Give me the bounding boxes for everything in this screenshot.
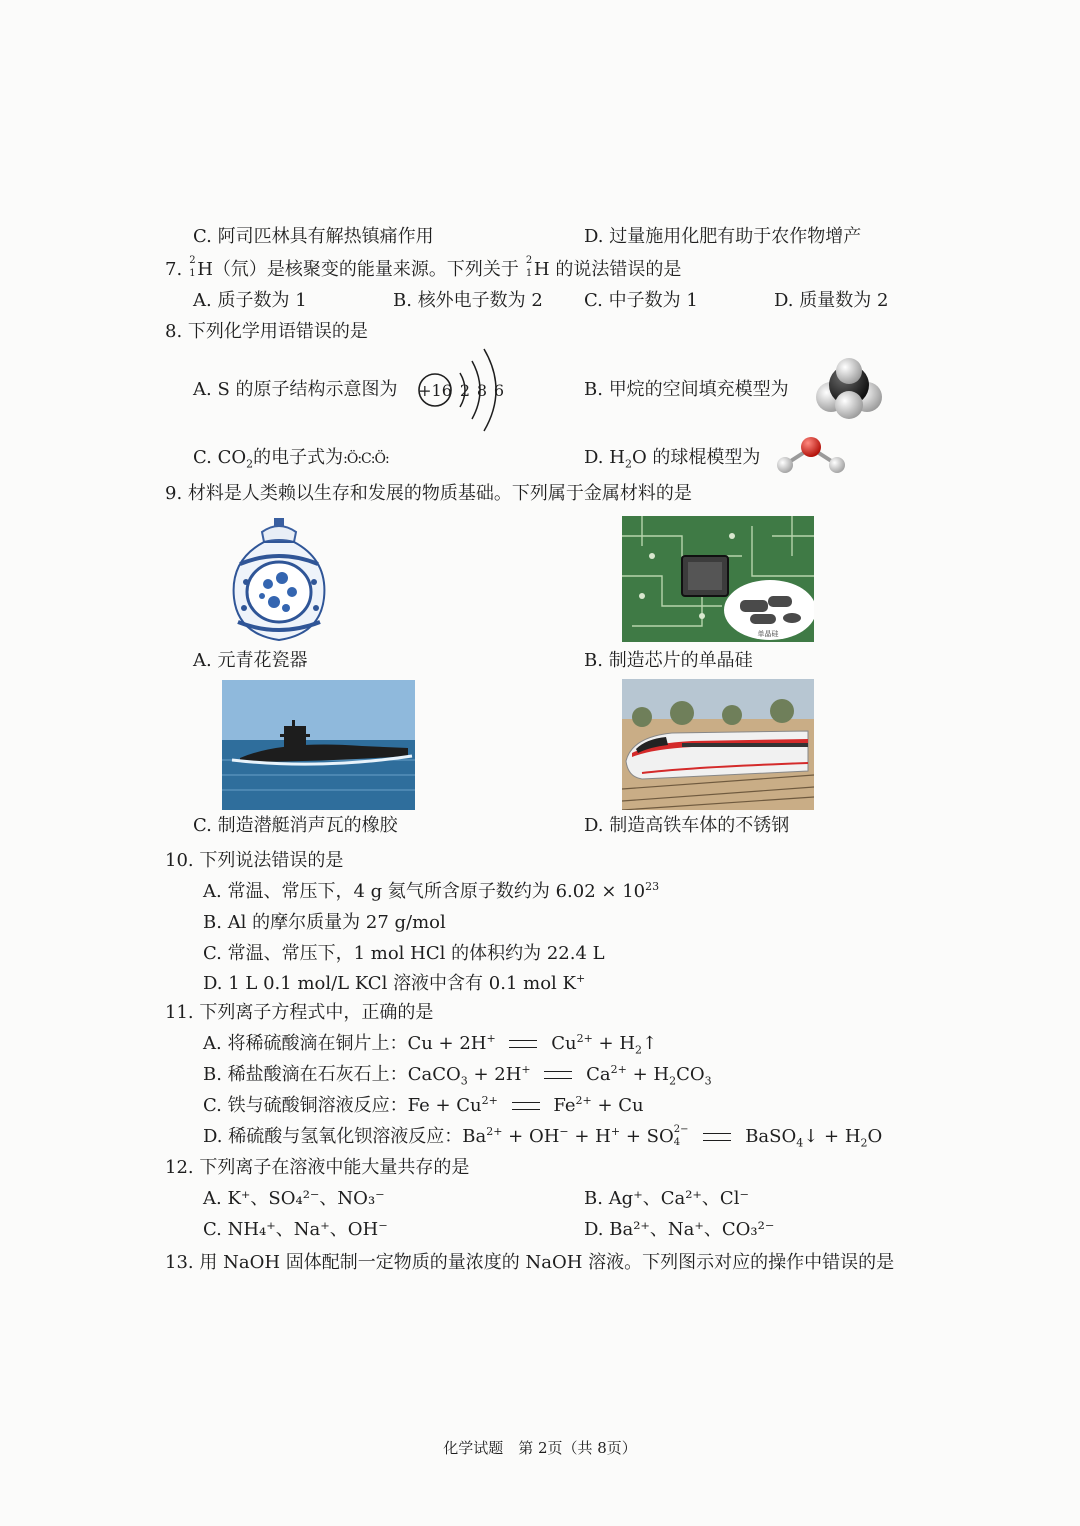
q8-stem: 8. 下列化学用语错误的是 <box>165 321 368 342</box>
q9-option-b: B. 制造芯片的单晶硅 <box>584 650 753 671</box>
silicon-chip-photo <box>622 516 814 642</box>
methane-space-filling-model <box>814 356 884 420</box>
nucleus-charge: +16 <box>418 381 452 400</box>
shell-3-count: 6 <box>493 381 505 400</box>
q7-option-a: A. 质子数为 1 <box>193 290 307 311</box>
q12-stem: 12. 下列离子在溶液中能大量共存的是 <box>165 1157 470 1178</box>
q11-option-c: C. 铁与硫酸铜溶液反应：$Fe + Cu^{2+}$ $Fe^{2+} + Cu$ <box>203 1094 644 1116</box>
q11-stem: 11. 下列离子方程式中，正确的是 <box>165 1002 434 1023</box>
q12-option-a: A. K⁺、SO₄²⁻、NO₃⁻ <box>203 1188 385 1209</box>
submarine-photo <box>222 680 415 810</box>
q11-option-a: A. 将稀硫酸滴在铜片上：Cu + 2H+ $Cu^{2+}$ + $H_2↑$ <box>203 1032 658 1057</box>
q8-option-d: D. $H_2O$ 的球棍模型为 <box>584 447 761 471</box>
q10-option-b: B. Al 的摩尔质量为 27 g/mol <box>203 912 446 933</box>
co2-electron-formula: :Ö:C:Ö: <box>343 451 389 467</box>
q11-option-b: B. 稀盐酸滴在石灰石上：CaCO$_3$ + 2H+ $Ca^{2+} + H_2CO_3$ <box>203 1063 712 1088</box>
blue-white-porcelain-photo <box>222 512 336 644</box>
shell-1-count: 2 <box>459 381 471 400</box>
q7-option-c: C. 中子数为 1 <box>584 290 698 311</box>
q8-option-a: A. S 的原子结构示意图为 <box>193 379 398 400</box>
silicon-label: 单晶硅 <box>757 630 779 638</box>
q7-number: 7. <box>165 259 183 280</box>
equals-sign <box>509 1040 537 1048</box>
high-speed-train-photo <box>622 679 814 810</box>
q6-option-d: D. 过量施用化肥有助于农作物增产 <box>584 226 862 247</box>
q12-option-d: D. Ba²⁺、Na⁺、CO₃²⁻ <box>584 1219 775 1240</box>
nuclide-notation: 2 1 <box>189 255 196 279</box>
page-footer: 化学试题 第 2页（共 8页） <box>443 1439 637 1457</box>
q10-option-c: C. 常温、常压下，1 mol HCl 的体积约为 22.4 L <box>203 943 605 964</box>
q7-option-b: B. 核外电子数为 2 <box>393 290 543 311</box>
nuclide-notation-2: 2 1 <box>525 255 533 279</box>
q10-stem: 10. 下列说法错误的是 <box>165 850 344 871</box>
shell-2-count: 8 <box>476 381 488 400</box>
equals-sign <box>544 1071 572 1079</box>
equals-sign <box>512 1102 540 1110</box>
water-ball-stick-model <box>774 434 848 478</box>
q7-option-d: D. 质量数为 2 <box>774 290 889 311</box>
q8-option-c: C. $CO_2$的电子式为:Ö:C:Ö: <box>193 447 389 471</box>
q6-option-c: C. 阿司匹林具有解热镇痛作用 <box>193 226 434 247</box>
equals-sign <box>703 1133 731 1141</box>
q10-option-d: D. 1 L 0.1 mol/L KCl 溶液中含有 0.1 mol K+ <box>203 972 586 994</box>
q12-option-c: C. NH₄⁺、Na⁺、OH⁻ <box>203 1219 388 1240</box>
q12-option-b: B. Ag⁺、Ca²⁺、Cl⁻ <box>584 1188 749 1209</box>
q11-option-d: D. 稀硫酸与氢氧化钡溶液反应：$Ba^{2+} + OH^- + H^+$ + SO 2− 4 BaSO$_4$↓ + $H_2O$ <box>203 1124 883 1150</box>
q9-option-a: A. 元青花瓷器 <box>193 650 308 671</box>
q8-option-b: B. 甲烷的空间填充模型为 <box>584 379 789 400</box>
sulfur-atom-structure-diagram <box>412 343 512 439</box>
q9-stem: 9. 材料是人类赖以生存和发展的物质基础。下列属于金属材料的是 <box>165 483 692 504</box>
q7-stem: 7. 2 1 H（氘）是核聚变的能量来源。下列关于 2 1 H 的说法错误的是 <box>165 255 682 280</box>
q9-option-c: C. 制造潜艇消声瓦的橡胶 <box>193 815 398 836</box>
q9-option-d: D. 制造高铁车体的不锈钢 <box>584 815 790 836</box>
q10-option-a: A. 常温、常压下，4 g 氦气所含原子数约为 $6.02 \times 10^{23}$ <box>203 880 660 902</box>
q13-stem: 13. 用 NaOH 固体配制一定物质的量浓度的 NaOH 溶液。下列图示对应的操作中错误的是 <box>165 1252 895 1273</box>
